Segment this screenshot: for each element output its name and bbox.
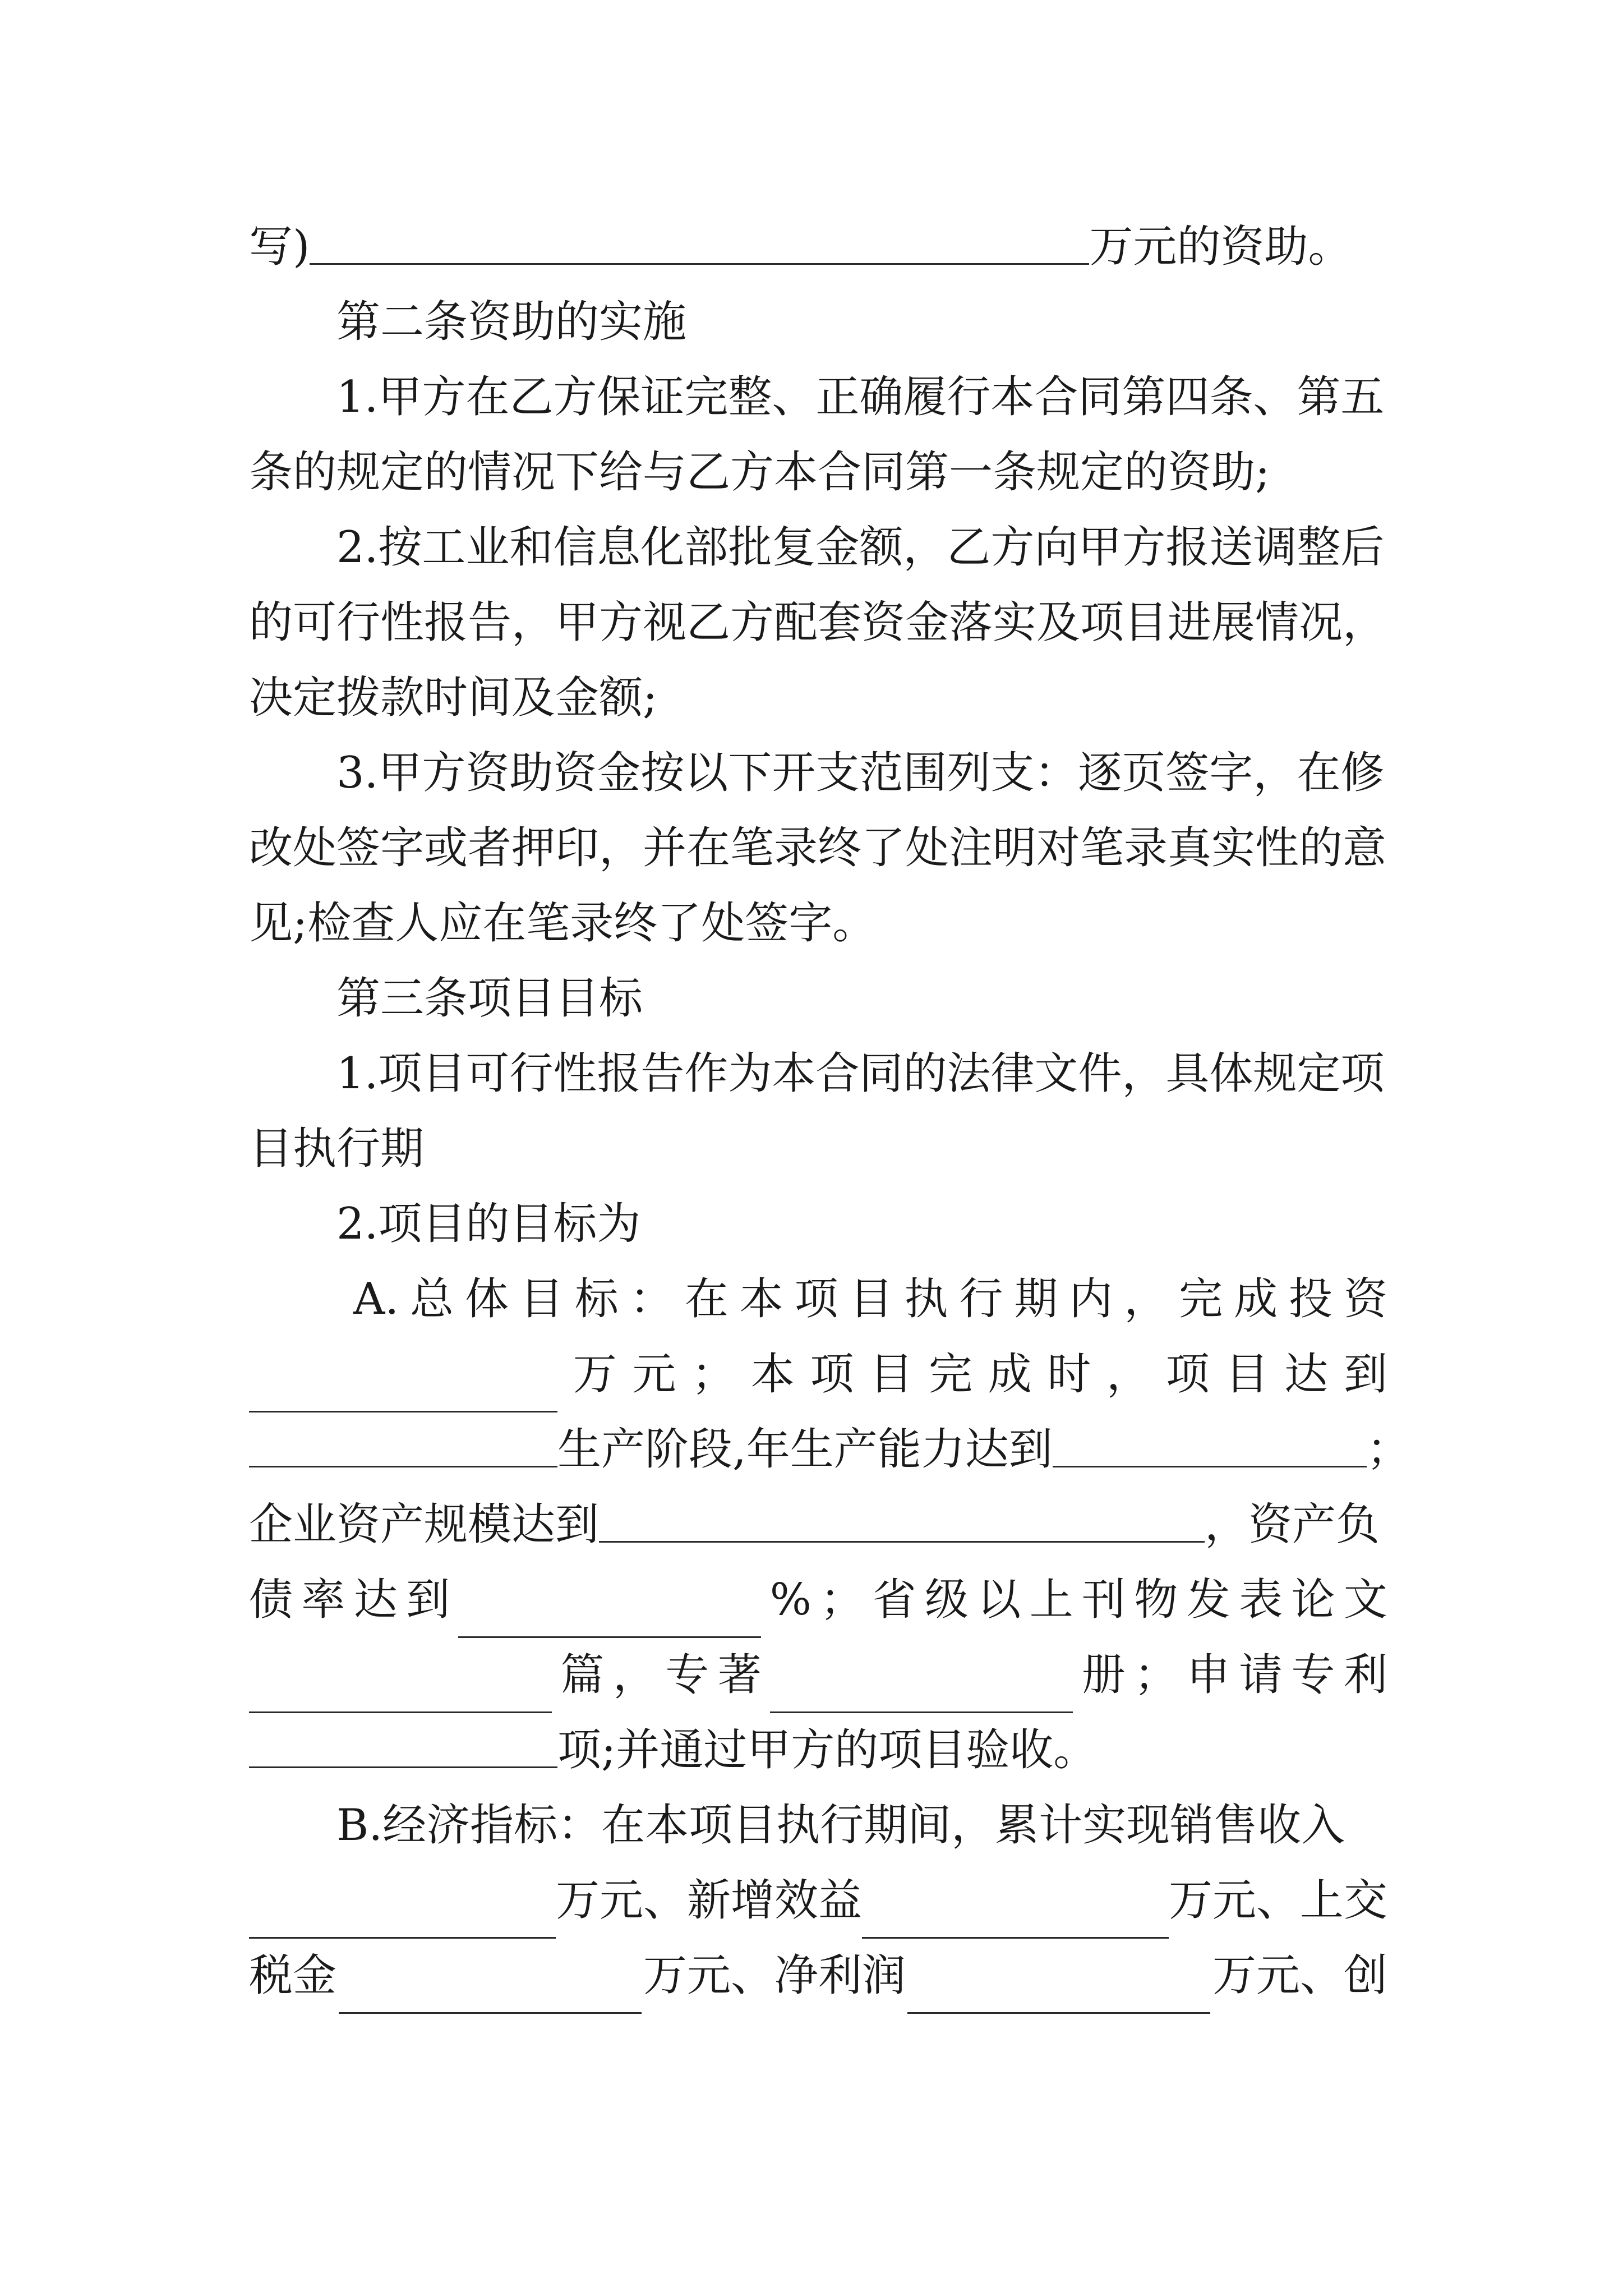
char: 项 <box>1165 1349 1210 1400</box>
text-fragment: 万元、净利润 <box>643 1950 906 2001</box>
char: 论 <box>1291 1575 1335 1625</box>
blank-field <box>249 1422 557 1467</box>
paragraph-line: 条的规定的情况下给与乙方本合同第一条规定的资助; <box>249 447 1270 498</box>
blank-field <box>1053 1422 1367 1467</box>
text-fragment: 生产阶段,年生产能力达到 <box>557 1424 1053 1475</box>
text-fragment: 写) <box>249 222 310 272</box>
text-fragment: 税金 <box>249 1950 337 2001</box>
paragraph-line: 3.甲方资助资金按以下开支范围列支：逐页签字，在修 <box>336 748 1385 798</box>
justified-line <box>249 1562 1387 1638</box>
char: 达 <box>353 1575 398 1625</box>
justified-line <box>249 1336 1387 1412</box>
text-fragment: 万元的资助。 <box>1089 222 1352 272</box>
paragraph-line: 2.项目的目标为 <box>336 1199 641 1249</box>
char: 目 <box>849 1274 893 1324</box>
justified-line <box>249 1862 1387 1939</box>
paragraph-line: B.经济指标：在本项目执行期间，累计实现销售收入 <box>336 1800 1345 1851</box>
char: ， <box>1106 1349 1151 1400</box>
blank-field <box>249 1367 557 1412</box>
char: 完 <box>928 1349 972 1400</box>
char: 投 <box>1289 1274 1333 1324</box>
text-fragment: 企业资产规模达到 <box>249 1499 600 1550</box>
char: 发 <box>1186 1575 1230 1625</box>
char: ； <box>820 1575 864 1625</box>
paragraph-line: 目执行期 <box>249 1124 425 1174</box>
char: 执 <box>904 1274 948 1324</box>
char: 成 <box>1234 1274 1278 1324</box>
paragraph-line: 改处签字或者押印，并在笔录终了处注明对笔录真实性的意 <box>249 823 1387 873</box>
char: 专 <box>665 1650 709 1700</box>
char: 完 <box>1179 1274 1223 1324</box>
char: 到 <box>406 1575 450 1625</box>
text-line <box>249 1487 1387 1563</box>
paragraph-line: 决定拨款时间及金额; <box>249 673 658 723</box>
paragraph-line: 1.甲方在乙方保证完整、正确履行本合同第四条、第五 <box>336 372 1385 422</box>
char: 成 <box>988 1349 1032 1400</box>
text-fragment: 万元、创 <box>1212 1950 1387 2001</box>
char: 项 <box>794 1274 838 1324</box>
char: 省 <box>872 1575 916 1625</box>
char: 万 <box>573 1349 617 1400</box>
char: 期 <box>1014 1274 1058 1324</box>
char: 总 <box>410 1274 454 1324</box>
char: 内 <box>1069 1274 1113 1324</box>
text-fragment: ，资产负 <box>1205 1499 1380 1550</box>
justified-line <box>249 1938 1387 2014</box>
blank-field <box>249 1893 556 1939</box>
text-fragment: 万元、新增效益 <box>555 1875 862 1926</box>
char: 上 <box>1029 1575 1073 1625</box>
char: 表 <box>1239 1575 1283 1625</box>
blank-field <box>249 1668 552 1713</box>
char: 在 <box>684 1274 728 1324</box>
justified-line <box>353 1261 1387 1337</box>
char: 请 <box>1239 1650 1283 1700</box>
char: % <box>769 1575 811 1625</box>
justified-line <box>249 1637 1387 1713</box>
char: 项 <box>810 1349 854 1400</box>
blank-field <box>907 1968 1210 2014</box>
char: A. <box>353 1274 399 1324</box>
blank-field <box>458 1593 761 1638</box>
char: 元 <box>632 1349 676 1400</box>
char: 达 <box>1284 1349 1329 1400</box>
char: 率 <box>301 1575 345 1625</box>
char: ： <box>629 1274 674 1324</box>
blank-field <box>770 1668 1073 1713</box>
text-line <box>249 1712 1387 1788</box>
char: 行 <box>959 1274 1003 1324</box>
char: 标 <box>574 1274 619 1324</box>
char: 本 <box>750 1349 795 1400</box>
char: 目 <box>869 1349 914 1400</box>
char: 著 <box>717 1650 762 1700</box>
char: 资 <box>1343 1274 1387 1324</box>
blank-field <box>249 1723 557 1768</box>
blank-field <box>339 1968 642 2014</box>
char: 债 <box>249 1575 293 1625</box>
char: 本 <box>739 1274 783 1324</box>
char: 刊 <box>1082 1575 1126 1625</box>
text-line <box>249 1411 1410 1488</box>
char: 文 <box>1343 1575 1387 1625</box>
text-fragment: 万元、上交 <box>1168 1875 1387 1926</box>
blank-field <box>310 219 1089 265</box>
char: 级 <box>924 1575 969 1625</box>
char: 到 <box>1343 1349 1387 1400</box>
text-fragment: 项;并通过甲方的项目验收。 <box>557 1725 1098 1775</box>
paragraph-line: 见;检查人应在笔录终了处签字。 <box>249 898 877 949</box>
char: 专 <box>1291 1650 1335 1700</box>
char: 物 <box>1134 1575 1178 1625</box>
char: 目 <box>1225 1349 1269 1400</box>
char: ； <box>691 1349 736 1400</box>
char: ， <box>1124 1274 1168 1324</box>
paragraph-line: 2.按工业和信息化部批复金额，乙方向甲方报送调整后 <box>336 522 1385 573</box>
char: 目 <box>519 1274 564 1324</box>
text-line <box>249 209 1387 285</box>
char: ， <box>612 1650 657 1700</box>
char: 以 <box>977 1575 1021 1625</box>
blank-field <box>862 1893 1169 1939</box>
paragraph-line: 的可行性报告，甲方视乙方配套资金落实及项目进展情况， <box>249 597 1387 648</box>
char: ； <box>1134 1650 1178 1700</box>
paragraph-line: 1.项目可行性报告作为本合同的法律文件，具体规定项 <box>336 1048 1385 1099</box>
char: 体 <box>464 1274 509 1324</box>
article-heading: 第二条资助的实施 <box>336 297 687 347</box>
text-fragment: ； <box>1366 1424 1410 1475</box>
article-heading: 第三条项目目标 <box>336 973 643 1024</box>
char: 申 <box>1186 1650 1230 1700</box>
char: 册 <box>1081 1650 1126 1700</box>
char: 时 <box>1047 1349 1091 1400</box>
char: 篇 <box>560 1650 605 1700</box>
blank-field <box>599 1497 1205 1543</box>
char: 利 <box>1343 1650 1387 1700</box>
